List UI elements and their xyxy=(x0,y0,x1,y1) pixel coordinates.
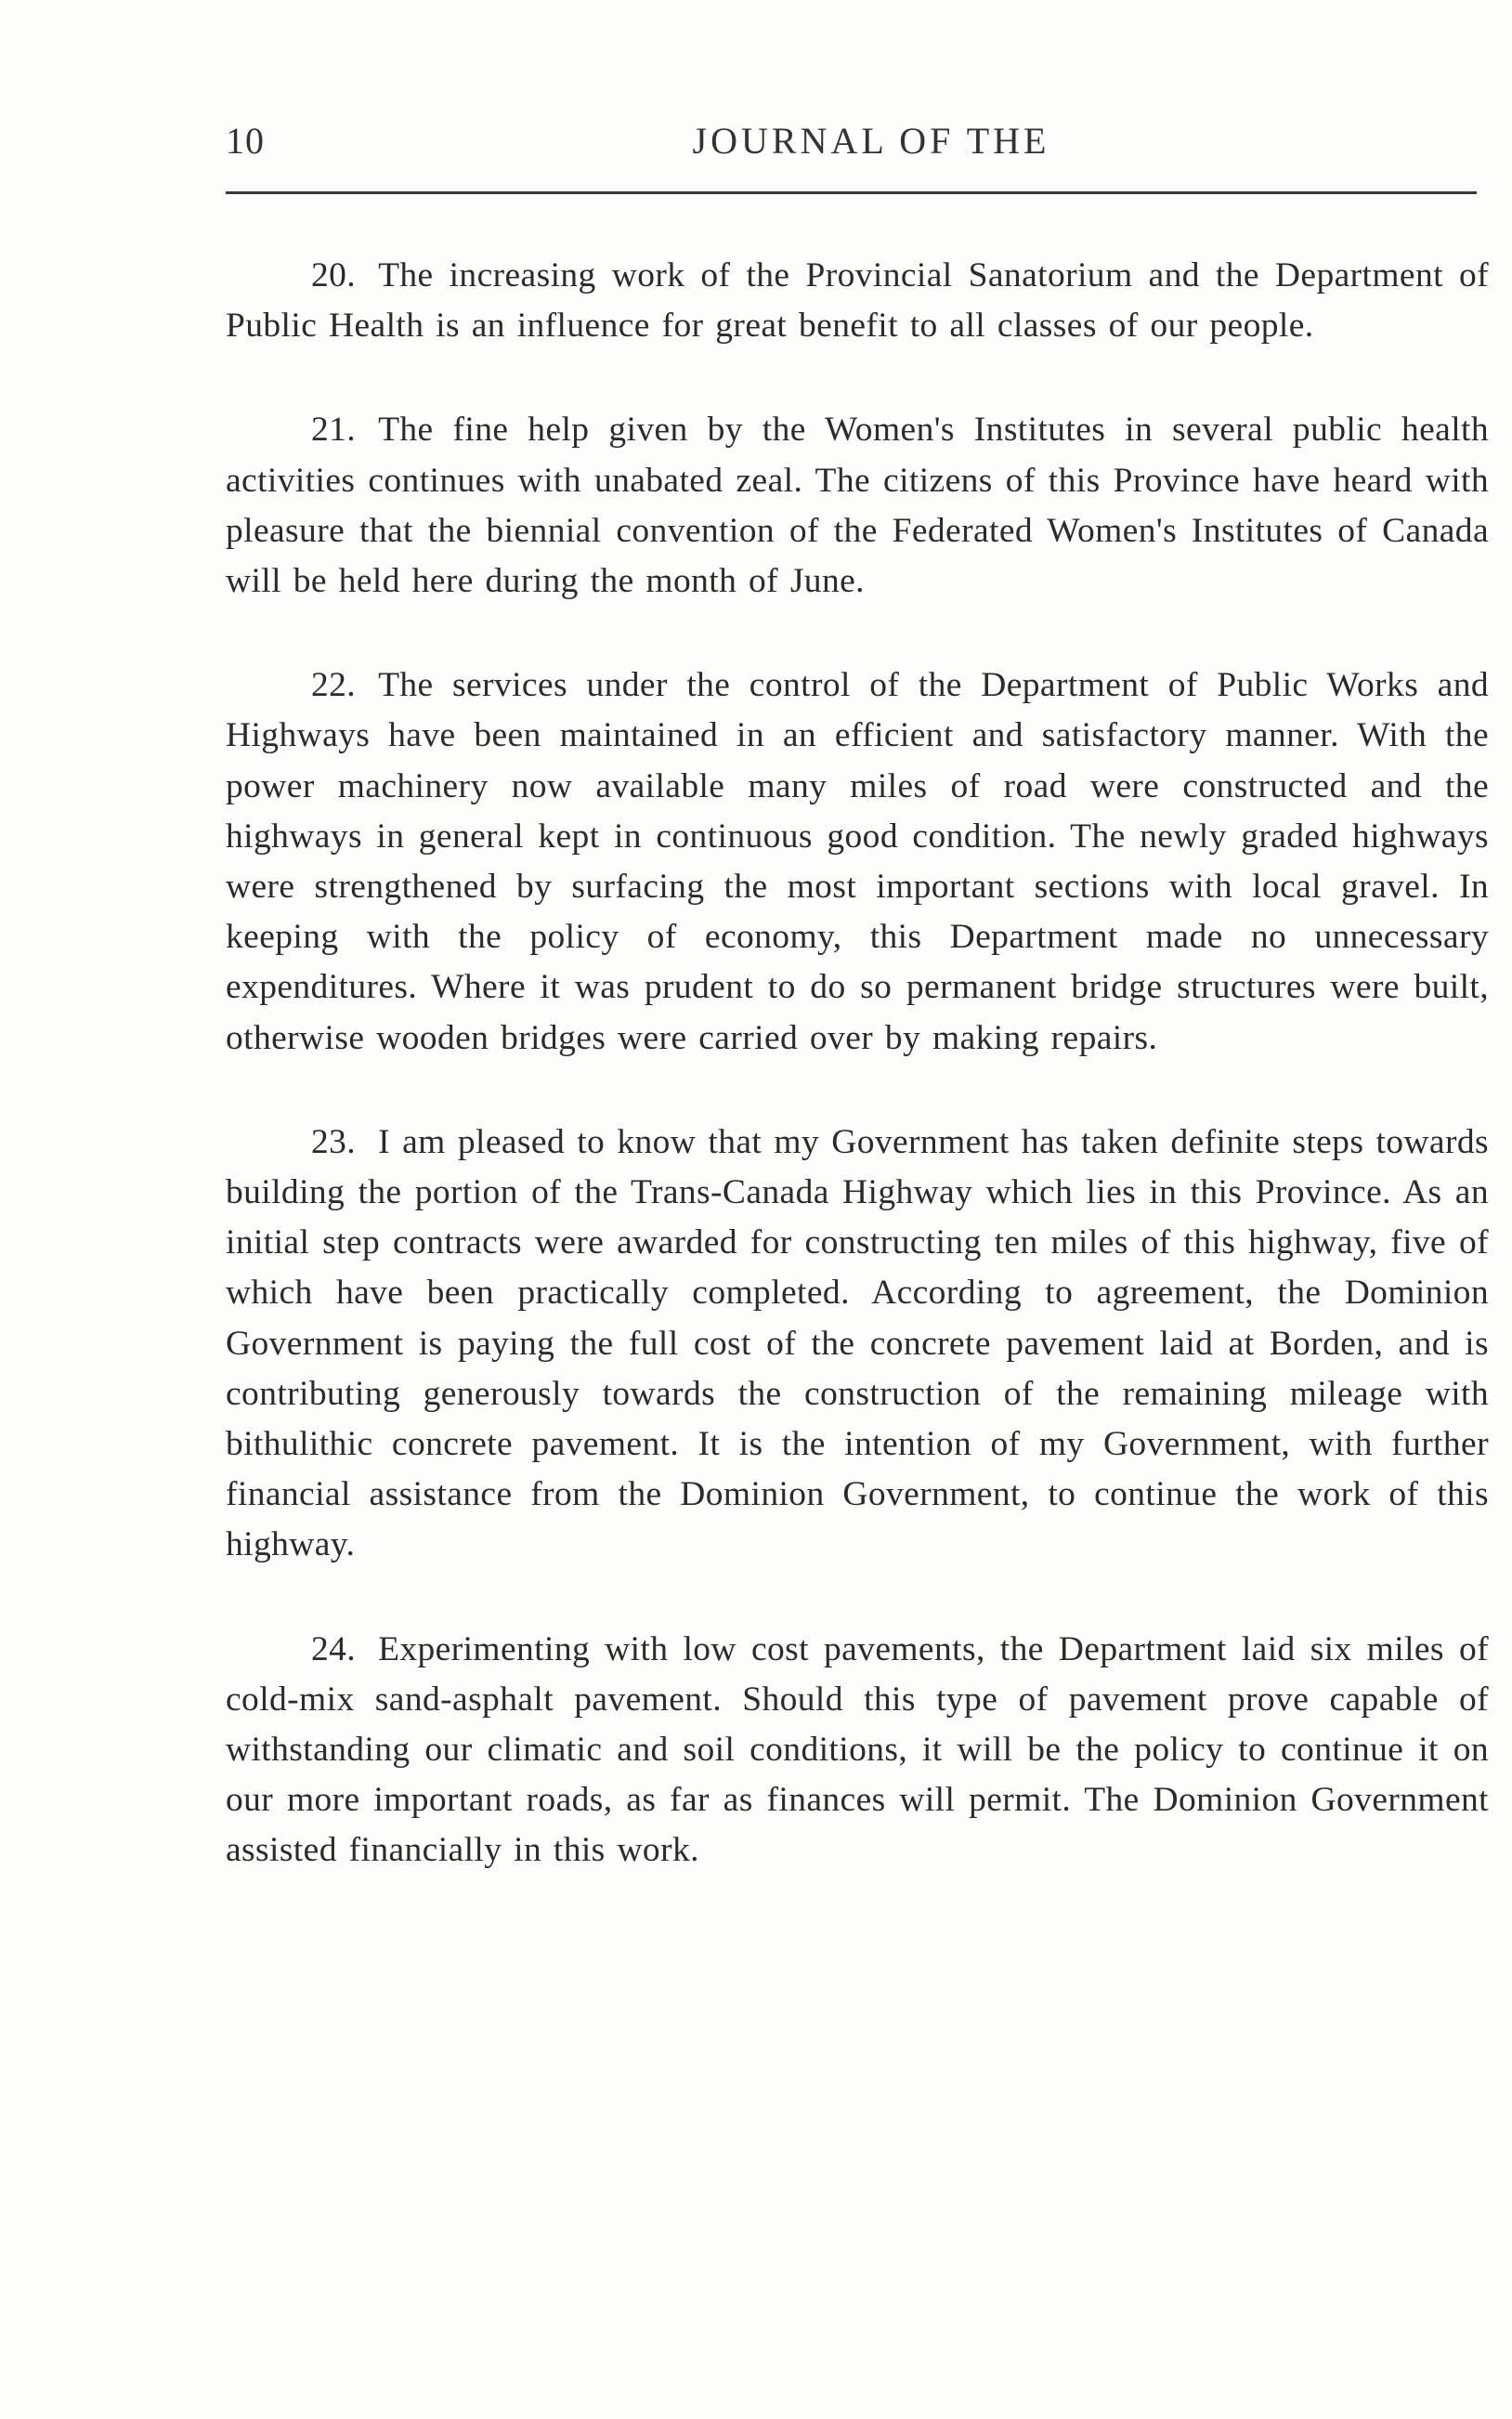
paragraph-number: 21. xyxy=(311,411,357,450)
paragraph-number: 23. xyxy=(311,1122,357,1161)
paragraph-23 xyxy=(226,1118,1489,1571)
page-number: 10 xyxy=(226,120,265,162)
page-header xyxy=(226,119,1475,175)
paragraph-number: 24. xyxy=(311,1629,357,1668)
paragraph-text: The fine help given by the Women's Institutes in several public health activities continues with unabated zeal. The citizens of this Province have heard with pleasure that the biennial convention of the Federated Women's Institutes of Canada will be held here during the month of June. xyxy=(226,411,1489,601)
paragraph-20 xyxy=(226,251,1489,351)
paragraph-text: The increasing work of the Provincial Sanatorium and the Department of Public Health is an influence for great benefit to all classes of our people. xyxy=(226,256,1489,346)
body-text xyxy=(226,251,1489,1930)
paragraph-24 xyxy=(226,1625,1489,1876)
paragraph-22 xyxy=(226,660,1489,1064)
paragraph-number: 22. xyxy=(311,666,357,705)
running-head: JOURNAL OF THE xyxy=(692,120,1050,162)
paragraph-21 xyxy=(226,405,1489,607)
paragraph-text: Experimenting with low cost pavements, the Department laid six miles of cold-mix sand-asphalt pavement. Should this type of pavement prove capable of withstanding our climatic and soil conditions, it will be the policy to continue it on our more important roads, as far as finances will permit. The Dominion Government assisted financially in this work. xyxy=(226,1629,1489,1870)
paragraph-text: I am pleased to know that my Government has taken definite steps towards building the portion of the Trans-Canada Highway which lies in this Province. As an initial step contracts were awarded for constructing ten miles of this highway, five of which have been practically completed. According to agreement, the Dominion Government is paying the full cost of the concrete pavement laid at Borden, and is contributing generously towards the construction of the remaining mileage with bithulithic concrete pavement. It is the intention of my Government, with further financial assistance from the Dominion Government, to continue the work of this highway. xyxy=(226,1122,1489,1564)
header-rule xyxy=(226,191,1477,194)
paragraph-text: The services under the control of the Department of Public Works and Highways have been maintained in an efficient and satisfactory manner. With the power machinery now available many miles of road were constructed and the highways in general kept in continuous good condition. The newly graded highways were strengthened by surfacing the most important sections with local gravel. In keeping with the policy of economy, this Department made no unnecessary expenditures. Where it was prudent to do so permanent bridge structures were built, otherwise wooden bridges were carried over by making repairs. xyxy=(226,666,1489,1057)
paragraph-number: 20. xyxy=(311,256,357,294)
